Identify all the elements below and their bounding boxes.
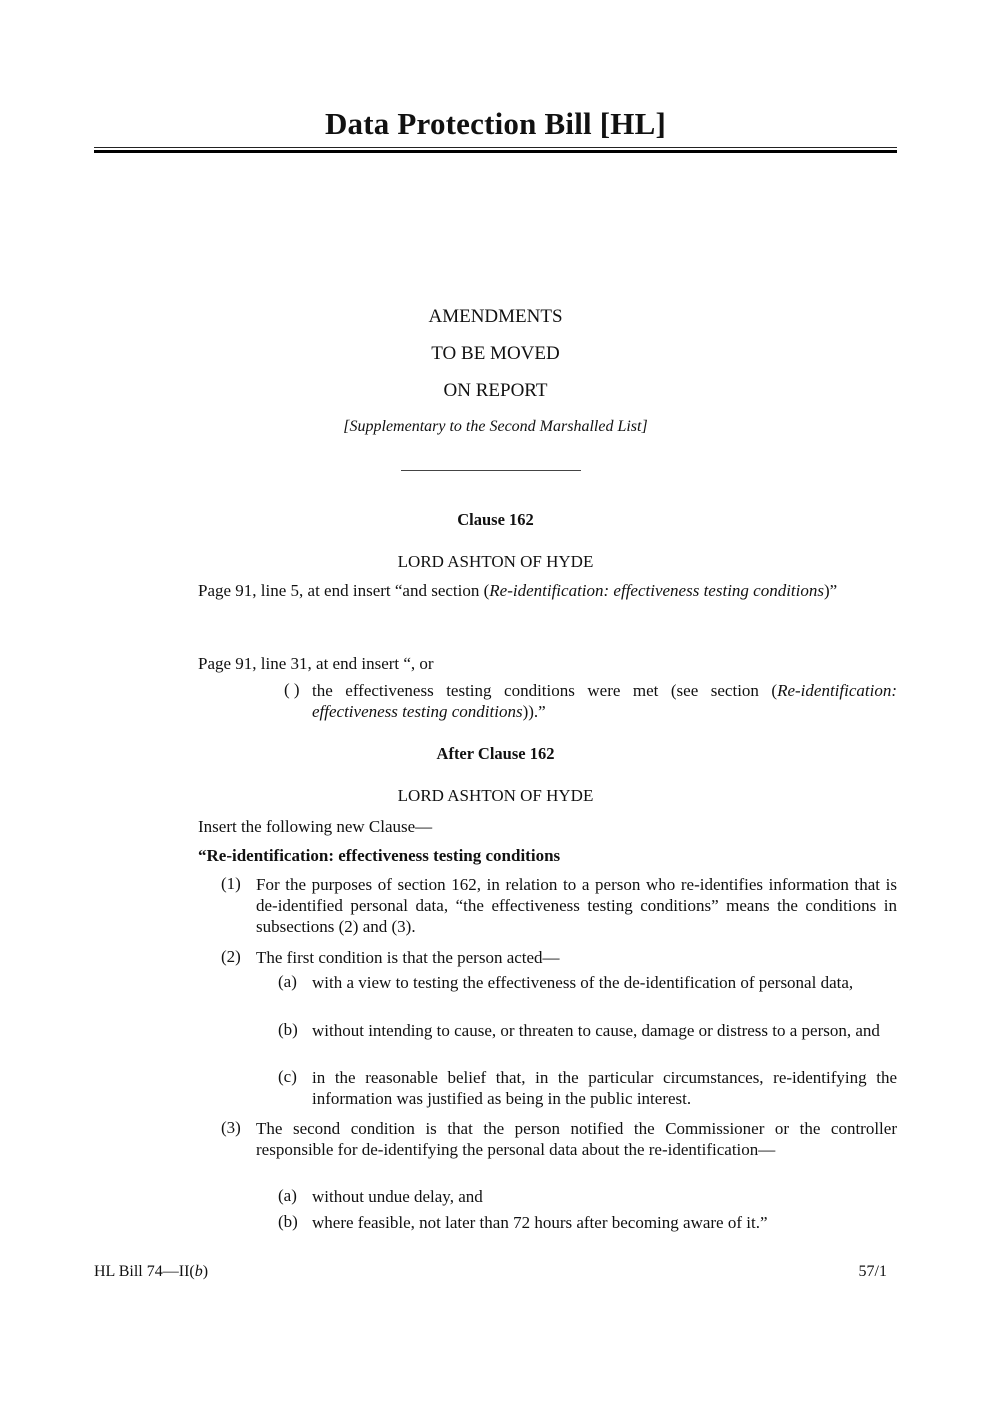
paragraph-label: (b) <box>278 1020 298 1039</box>
paragraph-text: where feasible, not later than 72 hours after becoming aware of it.” <box>312 1213 768 1232</box>
paragraph-label: (c) <box>278 1067 297 1086</box>
subsection-label: (2) <box>221 947 241 966</box>
paragraph-text: in the reasonable belief that, in the particular circumstances, re-identifying the information was justified as being in the public interest. <box>312 1068 897 1108</box>
subsection-2-text: The first condition is that the person acted— <box>256 948 560 967</box>
section-heading-clause-162: Clause 162 <box>457 510 534 529</box>
amendment-2-item: the effectiveness testing conditions were met (see section (Re-identification: effectiveness testing conditions)).” <box>312 681 897 721</box>
document-title: Data Protection Bill [HL] <box>324 106 667 141</box>
page-reference: 57/1 <box>858 1263 887 1280</box>
subsection-3-text: The second condition is that the person notified the Commissioner or the controller responsible for de-identifying the personal data about the re-identification— <box>256 1119 897 1159</box>
subsection-1-text: For the purposes of section 162, in relation to a person who re-identifies information that is de-identified personal data, “the effectiveness testing conditions” means the conditions in subsections (2) and (3). <box>256 875 897 936</box>
insert-instruction: Insert the following new Clause— <box>198 817 433 836</box>
bill-reference: HL Bill 74—II(b) <box>94 1263 209 1280</box>
paragraph-text: without intending to cause, or threaten to cause, damage or distress to a person, and <box>312 1021 880 1040</box>
heading-on-report: ON REPORT <box>443 380 548 401</box>
title-rule-thin <box>94 147 897 148</box>
paragraph-label: (a) <box>278 972 297 991</box>
new-clause-title: “Re-identification: effectiveness testing conditions <box>198 846 561 865</box>
amendment-1: Page 91, line 5, at end insert “and section (Re-identification: effectiveness testing conditions)” <box>198 581 838 600</box>
subsection-label: (3) <box>221 1118 241 1137</box>
paragraph-text: without undue delay, and <box>312 1187 483 1206</box>
paragraph-label: (b) <box>278 1212 298 1231</box>
section-heading-after-clause-162: After Clause 162 <box>436 744 555 763</box>
title-rule-thick <box>94 150 897 153</box>
document-subtitle: [Supplementary to the Second Marshalled List] <box>343 418 648 435</box>
heading-amendments: AMENDMENTS <box>428 306 563 327</box>
section-divider <box>401 470 581 471</box>
mover-name: LORD ASHTON OF HYDE <box>397 786 594 805</box>
heading-to-be-moved: TO BE MOVED <box>431 343 560 364</box>
paragraph-label: (a) <box>278 1186 297 1205</box>
mover-name: LORD ASHTON OF HYDE <box>397 552 594 571</box>
amendment-2-item-label: ( ) <box>284 680 300 699</box>
subsection-label: (1) <box>221 874 241 893</box>
paragraph-text: with a view to testing the effectiveness of the de-identification of personal data, <box>312 973 854 992</box>
amendment-2-intro: Page 91, line 31, at end insert “, or <box>198 654 434 673</box>
